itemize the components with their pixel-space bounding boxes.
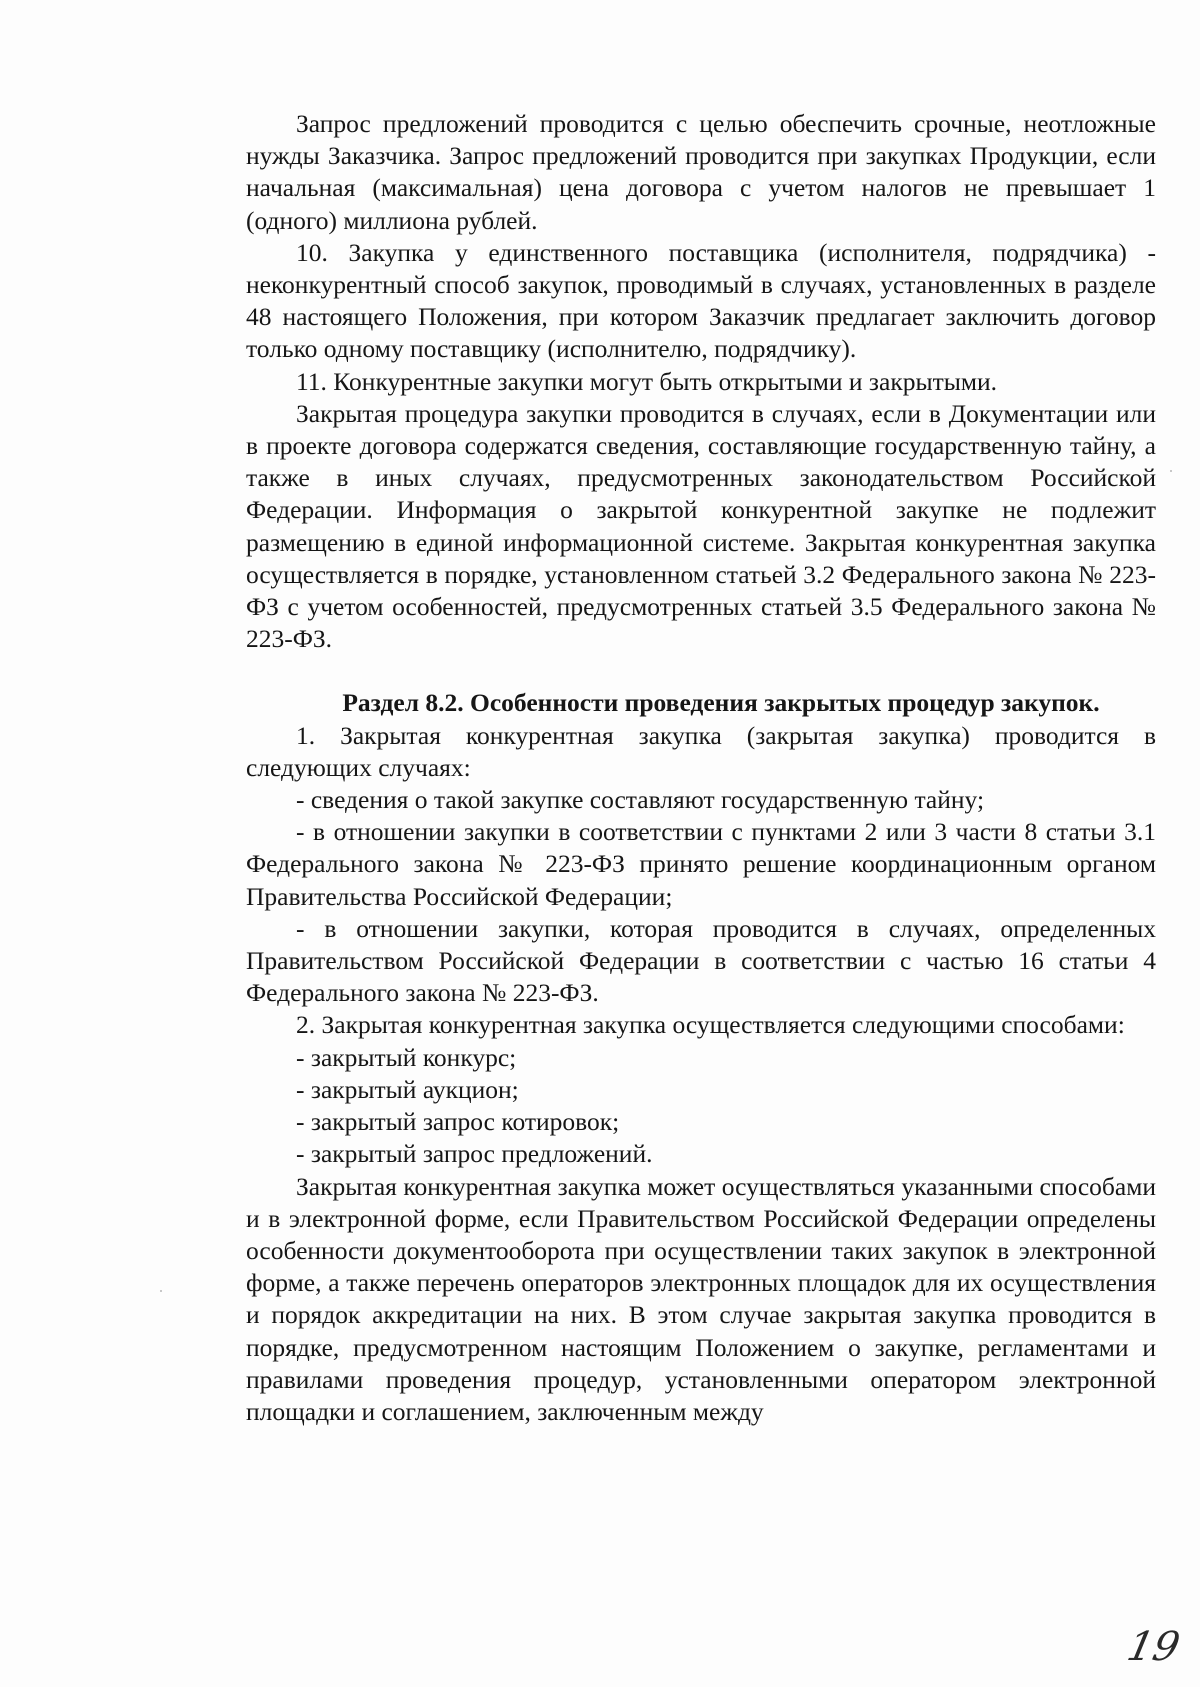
list-item-closed-proposals: - закрытый запрос предложений. — [296, 1139, 653, 1169]
paragraph-item-10: 10. Закупка у единственного поставщика (исполнителя, подрядчика) - неконкурентный способ закупок, проводимый в случаях, установленных в разделе 48 настоящего Положения, при котором Заказчик предлагает заключить договор только одному поставщику (исполнителю, подрядчику). — [246, 237, 1156, 364]
list-item-closed-quotation: - закрытый запрос котировок; — [296, 1107, 620, 1137]
section-title: Раздел 8.2. Особенности проведения закрытых процедур закупок. — [342, 688, 1100, 718]
paragraph-electronic-form: Закрытая конкурентная закупка может осуществляться указанными способами и в электронной форме, если Правительством Российской Федерации определены особенности документооборота при осуществлении таких закупок в электронной форме, а также перечень операторов электронных площадок для их осуществления и порядок аккредитации на них. В этом случае закрытая закупка проводится в порядке, предусмотренном настоящим Положением о закупке, регламентами и правилами проведения процедур, установленными оператором электронной площадки и соглашением, заключенным между — [246, 1171, 1156, 1426]
paragraph-section-item-2: 2. Закрытая конкурентная закупка осуществляется следующими способами: — [296, 1010, 1125, 1040]
list-item-closed-auction: - закрытый аукцион; — [296, 1074, 519, 1104]
list-item-state-secret: - сведения о такой закупке составляют государственную тайну; — [296, 785, 985, 815]
paragraph-closed-procedure: Закрытая процедура закупки проводится в случаях, если в Документации или в проекте договора содержатся сведения, составляющие государственную тайну, а также в иных случаях, предусмотренных законодательством Российской Федерации. Информация о закрытой конкурентной закупке не подлежит размещению в единой информационной системе. Закрытая конкурентная закупка осуществляется в порядке, установленном статьей 3.2 Федерального закона № 223-ФЗ с учетом особенностей, предусмотренных статьей 3.5 Федерального закона № 223-ФЗ. — [246, 398, 1156, 654]
paragraph-section-item-1: 1. Закрытая конкурентная закупка (закрытая закупка) проводится в следующих случаях: — [246, 720, 1156, 782]
scan-speck — [160, 1290, 162, 1292]
paragraph-request-proposals: Запрос предложений проводится с целью обеспечить срочные, неотложные нужды Заказчика. Запрос предложений проводится при закупках Продукции, если начальная (максимальная) цена договора с учетом налогов не превышает 1 (одного) миллиона рублей. — [246, 109, 1156, 235]
list-item-closed-tender: - закрытый конкурс; — [296, 1042, 517, 1072]
scan-speck — [1170, 470, 1172, 472]
document-body — [246, 108, 1156, 1428]
list-item-coordination-decision: - в отношении закупки в соответствии с пунктами 2 или 3 части 8 статьи 3.1 Федерального закона № 223-ФЗ принято решение координационным органом Правительства Российской Федерации; — [246, 817, 1156, 911]
handwritten-page-number: 19 — [1123, 1624, 1184, 1670]
list-item-government-cases: - в отношении закупки, которая проводится в случаях, определенных Правительством Российской Федерации в соответствии с частью 16 статьи 4 Федерального закона № 223-ФЗ. — [246, 913, 1156, 1008]
paragraph-item-11: 11. Конкурентные закупки могут быть открытыми и закрытыми. — [296, 366, 998, 396]
